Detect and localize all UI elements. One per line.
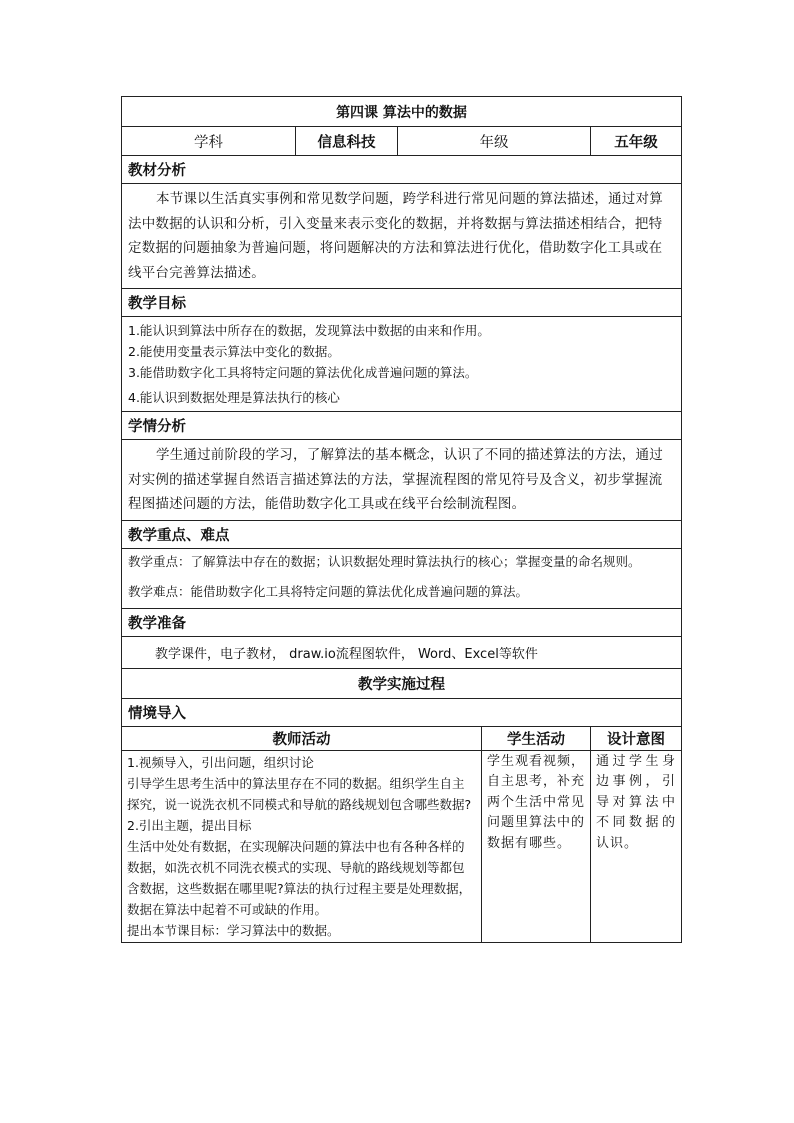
key-points-body — [122, 548, 682, 608]
table-row — [122, 750, 682, 942]
key-points-heading: 教学重点、难点 — [122, 520, 682, 548]
preparation-text: 教学课件，电子教材， draw.io流程图软件， Word、Excel等软件 — [122, 636, 682, 668]
learner-analysis-heading: 学情分析 — [122, 412, 682, 440]
lesson-plan-table — [121, 96, 682, 943]
design-intent-cell: 通过学生身边事例，引导对算法中不同数据的认识。 — [591, 750, 682, 942]
student-activity-header: 学生活动 — [482, 726, 591, 750]
list-item: 2.引出主题，提出目标 — [127, 817, 252, 833]
list-item: 1.视频导入，引出问题，组织讨论 — [127, 754, 314, 770]
teaching-focus: 教学重点：了解算法中存在的数据；认识数据处理时算法执行的核心；掌握变量的命名规则。 — [128, 553, 641, 569]
student-activity-cell: 学生观看视频，自主思考，补充两个生活中常见问题里算法中的数据有哪些。 — [482, 750, 591, 942]
textbook-analysis-heading: 教材分析 — [122, 156, 682, 184]
list-item: 3.能借助数字化工具将特定问题的算法优化成普遍问题的算法。 — [128, 365, 478, 380]
teacher-activity-header: 教师活动 — [122, 726, 482, 750]
lesson-title: 第四课 算法中的数据 — [122, 97, 682, 127]
teaching-difficulty: 教学难点：能借助数字化工具将特定问题的算法优化成普遍问题的算法。 — [128, 583, 529, 599]
list-item: 2.能使用变量表示算法中变化的数据。 — [128, 344, 340, 359]
process-heading: 教学实施过程 — [122, 668, 682, 698]
subject-label: 学科 — [122, 127, 296, 156]
stage-heading: 情境导入 — [122, 698, 682, 726]
lesson-plan-document — [121, 96, 681, 943]
objectives-list — [122, 317, 682, 412]
preparation-heading: 教学准备 — [122, 608, 682, 636]
subject-grade-row — [122, 127, 682, 156]
subject-value: 信息科技 — [296, 127, 398, 156]
activity-column-headers — [122, 726, 682, 750]
list-item: 生活中处处有数据，在实现解决问题的算法中也有各种各样的数据，如洗衣机不同洗衣模式的实现、导航的路线规划等都包含数据，这些数据在哪里呢?算法的执行过程主要是处理数据，数据在算法中起着不可或缺的作用。 — [127, 838, 472, 917]
list-item: 提出本节课目标：学习算法中的数据。 — [127, 922, 340, 938]
learner-analysis-text: 学生通过前阶段的学习，了解算法的基本概念，认识了不同的描述算法的方法，通过对实例的描述掌握自然语言描述算法的方法，掌握流程图的常见符号及含义，初步掌握流程图描述问题的方法，能借助数字化工具或在线平台绘制流程图。 — [122, 440, 682, 521]
objectives-heading: 教学目标 — [122, 289, 682, 317]
textbook-analysis-text: 本节课以生活真实事例和常见数学问题，跨学科进行常见问题的算法描述，通过对算法中数据的认识和分析，引入变量来表示变化的数据，并将数据与算法描述相结合，把特定数据的问题抽象为普遍问题，将问题解决的方法和算法进行优化，借助数字化工具或在线平台完善算法描述。 — [122, 184, 682, 289]
grade-label: 年级 — [398, 127, 591, 156]
teacher-activity-cell — [122, 750, 482, 942]
grade-value: 五年级 — [591, 127, 682, 156]
design-intent-header: 设计意图 — [591, 726, 682, 750]
list-item: 4.能认识到数据处理是算法执行的核心 — [128, 390, 340, 405]
list-item: 引导学生思考生活中的算法里存在不同的数据。组织学生自主探究，说一说洗衣机不同模式和导航的路线规划包含哪些数据? — [127, 775, 472, 812]
list-item: 1.能认识到算法中所存在的数据，发现算法中数据的由来和作用。 — [128, 323, 490, 338]
